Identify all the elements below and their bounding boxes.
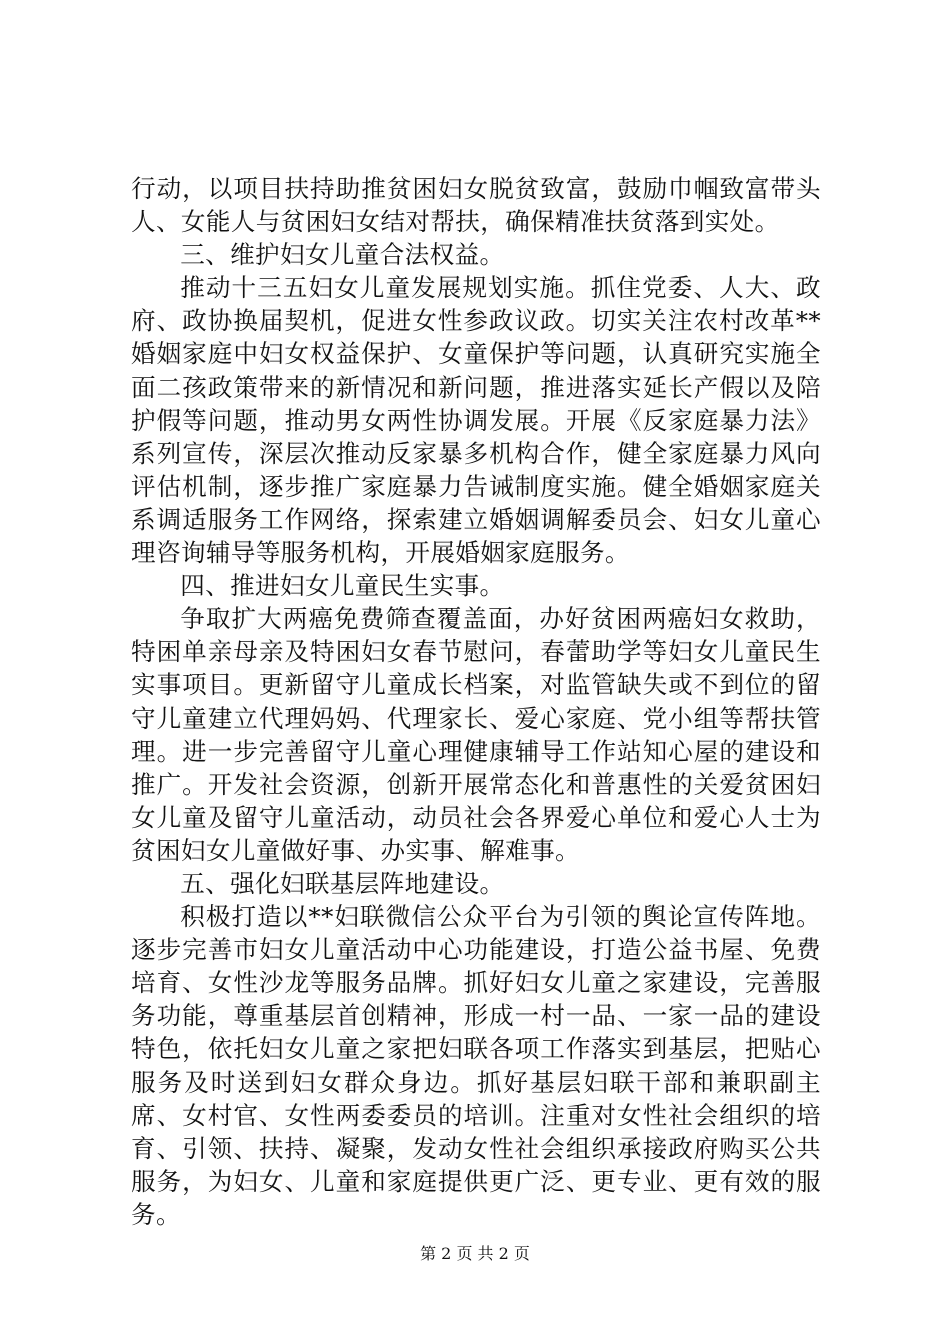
paragraph-section-three: 推动十三五妇女儿童发展规划实施。抓住党委、人大、政府、政协换届契机，促进女性参政议政。切实关注农村改革**婚姻家庭中妇女权益保护、女童保护等问题，认真研究实施全面二孩政策带来的新情况和新问题，推进落实延长产假以及陪护假等问题，推动男女两性协调发展。开展《反家庭暴力法》系列宣传，深层次推动反家暴多机构合作，健全家庭暴力风向评估机制，逐步推广家庭暴力告诫制度实施。健全婚姻家庭关系调适服务工作网络，探索建立婚姻调解委员会、妇女儿童心理咨询辅导等服务机构，开展婚姻家庭服务。 [131, 273, 821, 568]
section-heading-five: 五、强化妇联基层阵地建设。 [180, 868, 505, 898]
document-body [131, 172, 821, 1231]
page-footer: 第 2 页 共 2 页 [420, 1244, 530, 1263]
paragraph-continuation: 行动，以项目扶持助推贫困妇女脱贫致富，鼓励巾帼致富带头人、女能人与贫困妇女结对帮扶，确保精准扶贫落到实处。 [131, 174, 821, 237]
section-heading-three: 三、维护妇女儿童合法权益。 [180, 240, 505, 270]
section-heading-four: 四、推进妇女儿童民生实事。 [180, 571, 505, 601]
paragraph-section-four: 争取扩大两癌免费筛查覆盖面，办好贫困两癌妇女救助，特困单亲母亲及特困妇女春节慰问，春蕾助学等妇女儿童民生实事项目。更新留守儿童成长档案，对监管缺失或不到位的留守儿童建立代理妈妈、代理家长、爱心家庭、党小组等帮扶管理。进一步完善留守儿童心理健康辅导工作站知心屋的建设和推广。开发社会资源，创新开展常态化和普惠性的关爱贫困妇女儿童及留守儿童活动，动员社会各界爱心单位和爱心人士为贫困妇女儿童做好事、办实事、解难事。 [131, 604, 821, 865]
paragraph-section-five: 积极打造以**妇联微信公众平台为引领的舆论宣传阵地。逐步完善市妇女儿童活动中心功能建设，打造公益书屋、免费培育、女性沙龙等服务品牌。抓好妇女儿童之家建设，完善服务功能，尊重基层首创精神，形成一村一品、一家一品的建设特色，依托妇女儿童之家把妇联各项工作落实到基层，把贴心服务及时送到妇女群众身边。抓好基层妇联干部和兼职副主席、女村官、女性两委委员的培训。注重对女性社会组织的培育、引领、扶持、凝聚，发动女性社会组织承接政府购买公共服务，为妇女、儿童和家庭提供更广泛、更专业、更有效的服务。 [131, 902, 821, 1229]
